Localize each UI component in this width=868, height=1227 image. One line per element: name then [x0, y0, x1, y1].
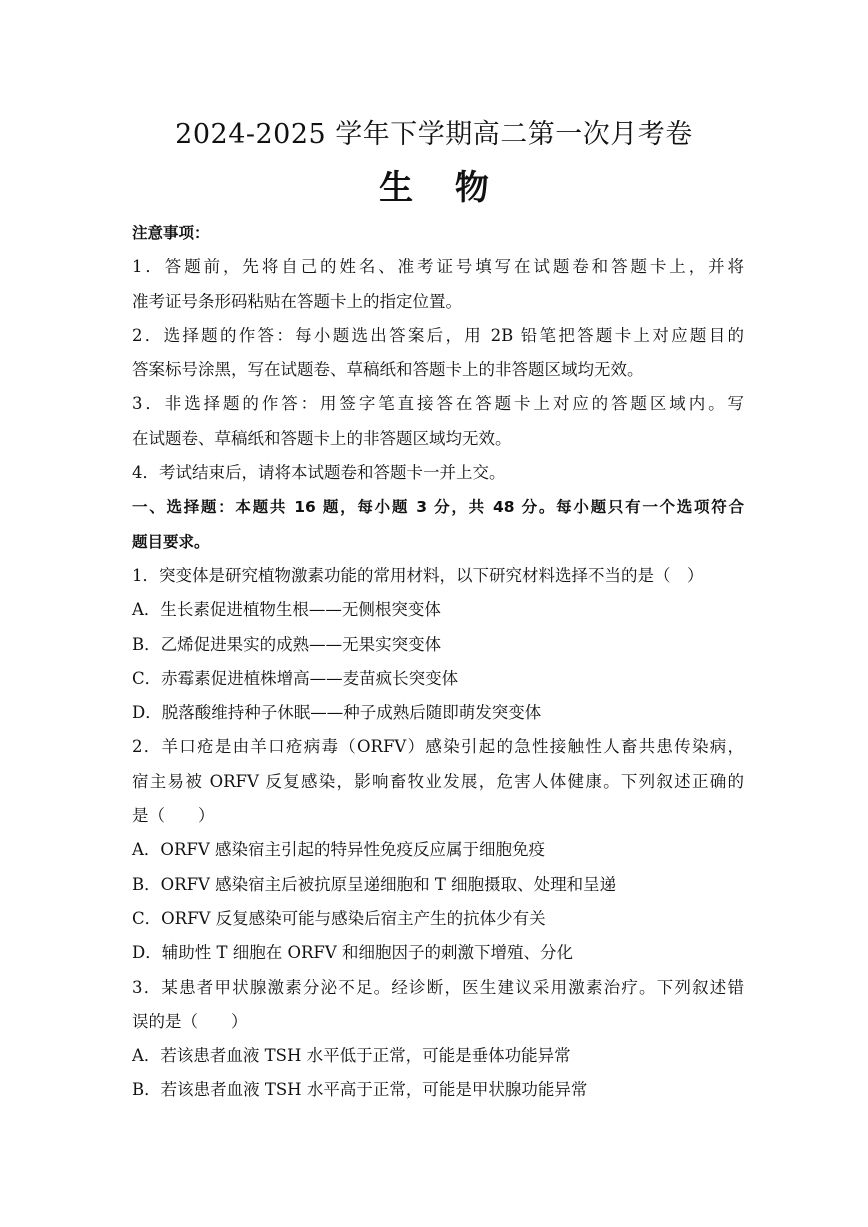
exam-title: 2024-2025 学年下学期高二第一次月考卷 — [175, 119, 693, 150]
section-1-heading-line-2: 题目要求。 — [132, 532, 210, 551]
question-1-option-d: D．脱落酸维持种子休眠——种子成熟后随即萌发突变体 — [132, 703, 542, 723]
question-2-option-d: D．辅助性 T 细胞在 ORFV 和细胞因子的刺激下增殖、分化 — [132, 943, 574, 963]
question-2-option-b: B．ORFV 感染宿主后被抗原呈递细胞和 T 细胞摄取、处理和呈递 — [132, 874, 617, 894]
subject-title: 生 物 — [379, 168, 489, 208]
question-3 — [132, 971, 744, 1108]
question-1-option-c: C．赤霉素促进植株增高——麦苗疯长突变体 — [132, 668, 459, 688]
notice-heading: 注意事项： — [132, 224, 210, 242]
question-2 — [132, 730, 744, 970]
question-1-option-b: B．乙烯促进果实的成熟——无果实突变体 — [132, 634, 442, 654]
question-2-option-c: C．ORFV 反复感染可能与感染后宿主产生的抗体少有关 — [132, 908, 546, 928]
notice-item-2-line-2: 答案标号涂黑，写在试题卷、草稿纸和答题卡上的非答题区域均无效。 — [132, 360, 644, 380]
question-2-stem-line-3: 是（ ） — [132, 806, 215, 826]
section-1-heading-line-1: 一、选择题：本题共 16 题，每小题 3 分，共 48 分。每小题只有一个选项符合 — [132, 498, 744, 517]
notice-item-3-line-2: 在试题卷、草稿纸和答题卡上的非答题区域均无效。 — [132, 428, 512, 448]
question-2-option-a: A．ORFV 感染宿主引起的特异性免疫反应属于细胞免疫 — [132, 840, 545, 860]
question-3-option-b: B．若该患者血液 TSH 水平高于正常，可能是甲状腺功能异常 — [132, 1080, 588, 1100]
notice-item-2-line-1: 2．选择题的作答：每小题选出答案后，用 2B 铅笔把答题卡上对应题目的 — [132, 325, 744, 345]
notice-item-3-line-1: 3．非选择题的作答：用签字笔直接答在答题卡上对应的答题区域内。写 — [132, 394, 744, 414]
question-3-stem-line-2: 误的是（ ） — [132, 1011, 248, 1031]
notice-item-4: 4．考试结束后，请将本试题卷和答题卡一并上交。 — [132, 463, 506, 483]
exam-body — [132, 216, 744, 1108]
question-3-stem-line-1: 3．某患者甲状腺激素分泌不足。经诊断，医生建议采用激素治疗。下列叙述错 — [132, 977, 744, 997]
notice-section — [132, 216, 744, 490]
question-2-stem-line-1: 2．羊口疮是由羊口疮病毒（ORFV）感染引起的急性接触性人畜共患传染病， — [132, 737, 744, 757]
question-1-stem: 1．突变体是研究植物激素功能的常用材料，以下研究材料选择不当的是（ ） — [132, 565, 704, 585]
section-1-heading — [132, 490, 744, 559]
question-1-option-a: A．生长素促进植物生根——无侧根突变体 — [132, 600, 441, 620]
question-2-stem-line-2: 宿主易被 ORFV 反复感染，影响畜牧业发展，危害人体健康。下列叙述正确的 — [132, 771, 744, 791]
question-3-option-a: A．若该患者血液 TSH 水平低于正常，可能是垂体功能异常 — [132, 1046, 571, 1066]
question-1 — [132, 559, 744, 730]
notice-item-1-line-2: 准考证号条形码粘贴在答题卡上的指定位置。 — [132, 291, 462, 311]
notice-item-1-line-1: 1．答题前，先将自己的姓名、准考证号填写在试题卷和答题卡上，并将 — [132, 257, 744, 277]
